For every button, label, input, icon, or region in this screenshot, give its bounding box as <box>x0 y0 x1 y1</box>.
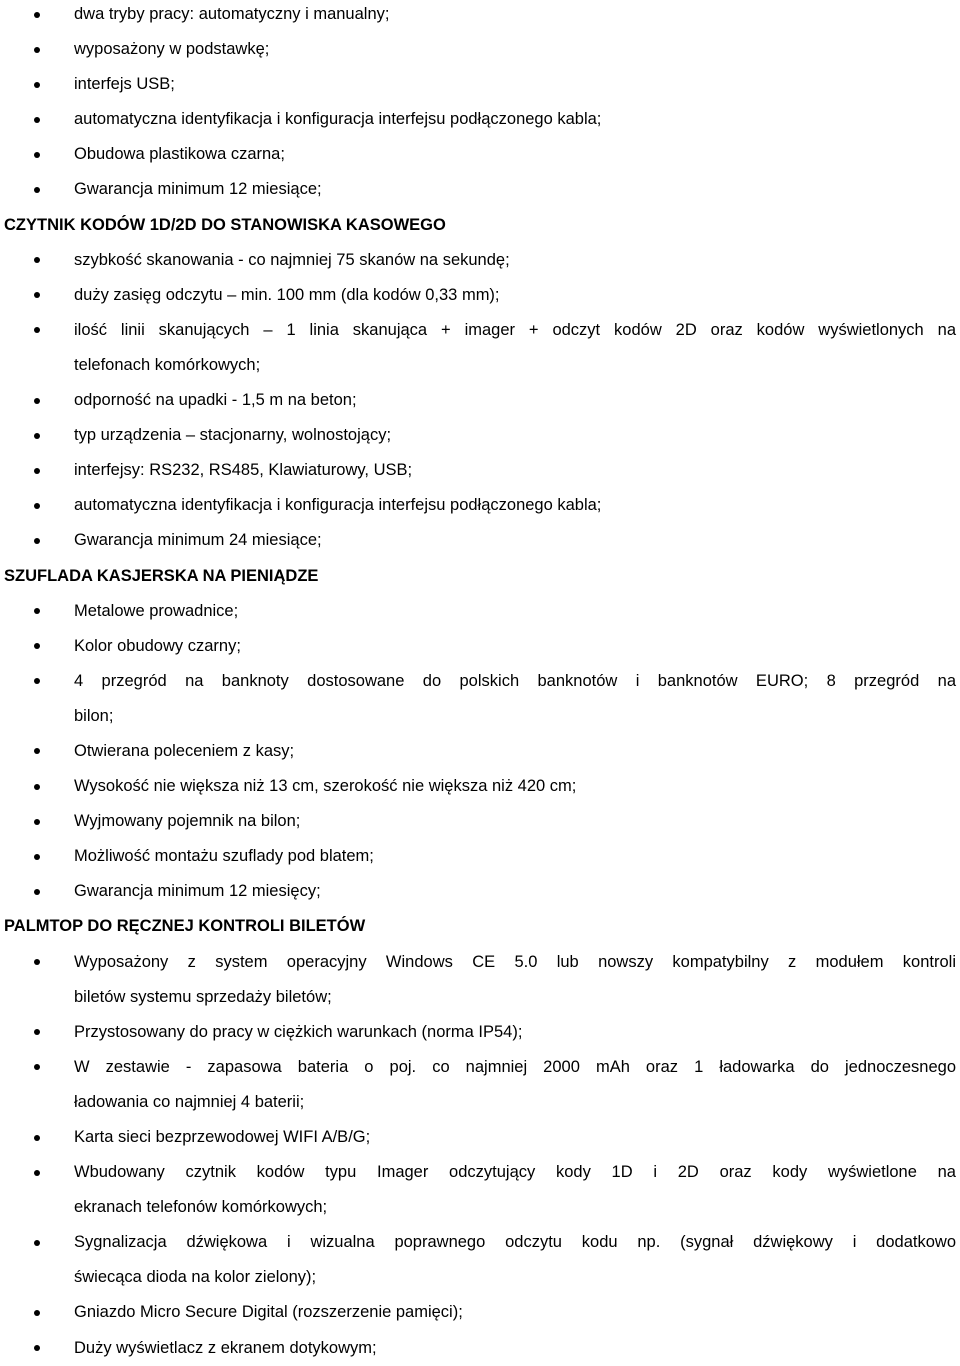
list-item-continuation <box>0 699 960 734</box>
list-item-text: Możliwość montażu szuflady pod blatem; <box>74 847 374 866</box>
list-item <box>0 1155 960 1190</box>
list-item <box>0 629 960 664</box>
section-heading: CZYTNIK KODÓW 1D/2D DO STANOWISKA KASOWEGO <box>4 215 446 234</box>
bullet-icon <box>34 643 40 649</box>
bullet-icon <box>34 433 40 439</box>
list-item <box>0 1015 960 1050</box>
bullet-icon <box>34 959 40 965</box>
list-item-text: ekranach telefonów komórkowych; <box>74 1198 328 1217</box>
section-heading: PALMTOP DO RĘCZNEJ KONTROLI BILETÓW <box>4 917 366 936</box>
list-item-text: bilon; <box>74 706 114 725</box>
list-item-continuation <box>0 980 960 1015</box>
list-item <box>0 313 960 348</box>
list-item <box>0 0 960 32</box>
list-item-text: Otwierana poleceniem z kasy; <box>74 741 295 760</box>
list-item-text: wyposażony w podstawkę; <box>74 40 270 59</box>
list-item <box>0 278 960 313</box>
bullet-icon <box>34 1135 40 1141</box>
list-item-text: ładowania co najmniej 4 baterii; <box>74 1092 305 1111</box>
bullet-icon <box>34 468 40 474</box>
list-item <box>0 594 960 629</box>
list-item-text: odporność na upadki - 1,5 m na beton; <box>74 391 357 410</box>
list-item-continuation <box>0 348 960 383</box>
list-item-continuation <box>0 1190 960 1225</box>
list-item-text: Gwarancja minimum 12 miesiące; <box>74 180 322 199</box>
list-item-text: Wyposażony z system operacyjny Windows CE 5.0 lub nowszy kompatybilny z modułem kontroli <box>74 952 956 971</box>
bullet-icon <box>34 1345 40 1351</box>
list-item <box>0 137 960 172</box>
list-item-continuation <box>0 1085 960 1120</box>
list-item-text: Wyjmowany pojemnik na bilon; <box>74 812 301 831</box>
list-item-text: Wysokość nie większa niż 13 cm, szerokość nie większa niż 420 cm; <box>74 777 577 796</box>
list-item <box>0 664 960 699</box>
bullet-icon <box>34 608 40 614</box>
list-item <box>0 488 960 523</box>
bullet-icon <box>34 854 40 860</box>
bullet-icon <box>34 82 40 88</box>
list-item-text: automatyczna identyfikacja i konfiguracja interfejsu podłączonego kabla; <box>74 110 602 129</box>
list-item-text: typ urządzenia – stacjonarny, wolnostojący; <box>74 426 392 445</box>
list-item <box>0 1050 960 1085</box>
bullet-icon <box>34 1310 40 1316</box>
list-item-text: szybkość skanowania - co najmniej 75 skanów na sekundę; <box>74 250 510 269</box>
list-item-text: Obudowa plastikowa czarna; <box>74 145 285 164</box>
bullet-icon <box>34 257 40 263</box>
list-item-text: interfejsy: RS232, RS485, Klawiaturowy, USB; <box>74 461 413 480</box>
list-item-continuation <box>0 1260 960 1295</box>
list-item-text: Gwarancja minimum 24 miesiące; <box>74 531 322 550</box>
list-item-text: W zestawie - zapasowa bateria o poj. co najmniej 2000 mAh oraz 1 ładowarka do jednoczesnego <box>74 1057 956 1076</box>
list-item <box>0 243 960 278</box>
bullet-icon <box>34 503 40 509</box>
bullet-icon <box>34 784 40 790</box>
bullet-icon <box>34 1029 40 1035</box>
list-item-text: Gwarancja minimum 12 miesięcy; <box>74 882 321 901</box>
bullet-icon <box>34 889 40 895</box>
list-item-text: Karta sieci bezprzewodowej WIFI A/B/G; <box>74 1128 371 1146</box>
list-item <box>0 839 960 874</box>
list-item-text: Gniazdo Micro Secure Digital (rozszerzenie pamięci); <box>74 1303 463 1322</box>
list-item <box>0 67 960 102</box>
bullet-icon <box>34 538 40 544</box>
list-item <box>0 874 960 909</box>
bullet-icon <box>34 1064 40 1070</box>
list-item <box>0 32 960 67</box>
list-item <box>0 383 960 418</box>
bullet-icon <box>34 1240 40 1246</box>
list-item-text: dwa tryby pracy: automatyczny i manualny; <box>74 5 390 23</box>
bullet-icon <box>34 292 40 298</box>
bullet-icon <box>34 678 40 684</box>
bullet-icon <box>34 47 40 53</box>
list-item <box>0 1331 960 1366</box>
list-item-text: Kolor obudowy czarny; <box>74 636 241 655</box>
bullet-icon <box>34 1170 40 1176</box>
list-item-text: interfejs USB; <box>74 75 175 94</box>
list-item-text: Duży wyświetlacz z ekranem dotykowym; <box>74 1338 377 1357</box>
list-item-text: Przystosowany do pracy w ciężkich warunkach (norma IP54); <box>74 1022 523 1041</box>
list-item <box>0 734 960 769</box>
list-item <box>0 804 960 839</box>
list-item <box>0 1120 960 1155</box>
list-item-text: świecąca dioda na kolor zielony); <box>74 1268 317 1287</box>
bullet-icon <box>34 117 40 123</box>
list-item <box>0 172 960 207</box>
section-heading: SZUFLADA KASJERSKA NA PIENIĄDZE <box>4 566 319 585</box>
list-item <box>0 418 960 453</box>
bullet-icon <box>34 187 40 193</box>
list-item <box>0 1295 960 1330</box>
list-item <box>0 1225 960 1260</box>
list-item-text: telefonach komórkowych; <box>74 355 261 374</box>
bullet-icon <box>34 398 40 404</box>
list-item <box>0 769 960 804</box>
bullet-icon <box>34 327 40 333</box>
list-item-text: ilość linii skanujących – 1 linia skanująca + imager + odczyt kodów 2D oraz kodów wyświetlonych na <box>74 320 956 339</box>
list-item-text: automatyczna identyfikacja i konfiguracja interfejsu podłączonego kabla; <box>74 496 602 515</box>
list-item-text: duży zasięg odczytu – min. 100 mm (dla kodów 0,33 mm); <box>74 285 500 304</box>
list-item-text: 4 przegród na banknoty dostosowane do polskich banknotów i banknotów EURO; 8 przegród na <box>74 671 956 690</box>
list-item-text: Metalowe prowadnice; <box>74 601 239 620</box>
list-item <box>0 453 960 488</box>
list-item-text: Wbudowany czytnik kodów typu Imager odczytujący kody 1D i 2D oraz kody wyświetlone na <box>74 1163 956 1182</box>
list-item-text: Sygnalizacja dźwiękowa i wizualna poprawnego odczytu kodu np. (sygnał dźwiękowy i dodatkowo <box>74 1233 956 1252</box>
list-item <box>0 945 960 980</box>
bullet-icon <box>34 819 40 825</box>
list-item <box>0 102 960 137</box>
bullet-icon <box>34 152 40 158</box>
bullet-icon <box>34 748 40 754</box>
list-item <box>0 523 960 558</box>
bullet-icon <box>34 12 40 18</box>
list-item-text: biletów systemu sprzedaży biletów; <box>74 987 332 1006</box>
